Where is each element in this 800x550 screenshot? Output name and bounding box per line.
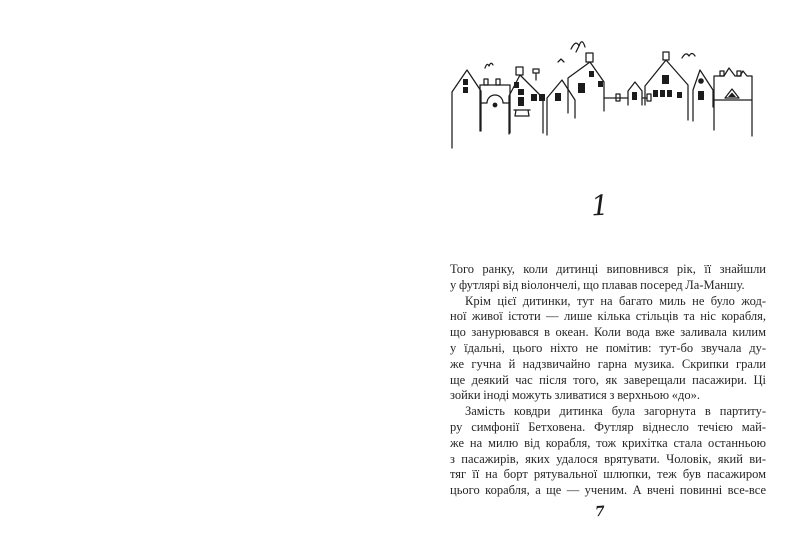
text-line: Того ранку, коли дитинці виповнився рік, її знайшли (450, 262, 766, 276)
text-line: ру симфонії Бетховена. Футляр віднесло течією май- (450, 419, 766, 434)
page-number: 7 (594, 503, 606, 521)
tiny-house (628, 82, 642, 105)
house-tower-left (452, 70, 481, 148)
house-with-stovepipe (509, 67, 545, 134)
house-with-chimney (568, 53, 604, 113)
small-house (547, 80, 575, 135)
text-line: же на милю від корабля, тож крихітка стала останньою (450, 435, 766, 450)
chapter-number: 1 (590, 188, 610, 223)
parapet-building-right (714, 68, 752, 136)
text-line: же гучна й надзвичайно гарна музика. Скрипки грали (450, 356, 766, 371)
text-line: з пасажирів, яких удалося врятувати. Чоловік, який ви- (450, 451, 766, 466)
bird-icon (571, 42, 585, 52)
text-line: ної живої істоти — лише кілька стільців та ніс корабля, (450, 309, 766, 324)
text-line: цього корабля, а ще — ученим. А вчені повинні все-все (450, 483, 766, 498)
text-line: у футлярі від віолончелі, що плавав посеред Ла-Маншу. (450, 277, 745, 292)
town-skyline-illustration (448, 34, 768, 156)
steep-narrow-house (693, 70, 713, 121)
text-line: ще деякий час після того, як заверещали пасажири. Ці (450, 372, 766, 387)
bird-icon (485, 63, 493, 68)
bird-icon (682, 54, 695, 59)
text-line: тяг її на борт рятувальної шлюпки, теж був пасажиром (450, 467, 766, 482)
text-line: що занурювався в океан. Коли вода вже заливала килим (450, 325, 766, 340)
text-line: Замість ковдри дитинка була загорнута в партиту- (465, 404, 766, 419)
gate-house-with-arch (480, 79, 510, 133)
big-house (645, 52, 688, 120)
text-line: у їдальні, цього ніхто не помітив: тут-бо звучала ду- (450, 340, 766, 355)
text-line: зойки іноді можуть зливатися з верхньою «до». (450, 388, 701, 403)
text-line: Крім цієї дитинки, тут на багато миль не було жод- (465, 293, 766, 308)
bird-icon (558, 59, 564, 62)
page-text (450, 262, 766, 499)
